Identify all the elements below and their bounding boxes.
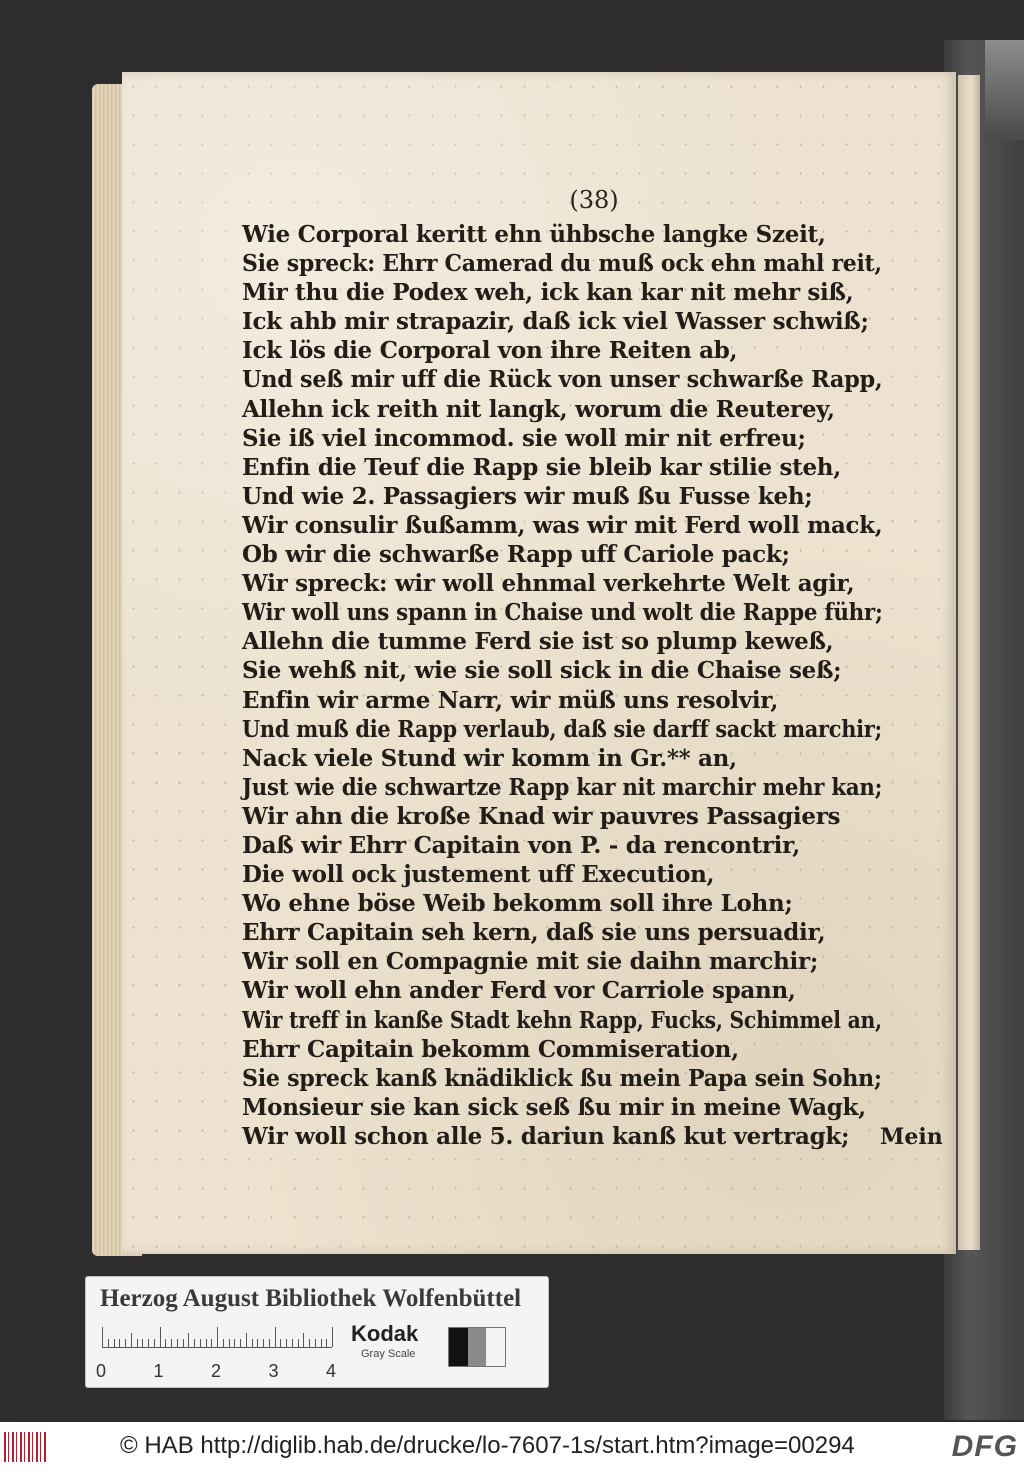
- ruler-number: 1: [153, 1361, 164, 1381]
- ruler-number: 2: [211, 1361, 222, 1381]
- verse-line: Enfin die Teuf die Rapp sie bleib kar stilie steh,: [242, 453, 841, 481]
- verse-line: Ehrr Capitain seh kern, daß sie uns persuadir,: [242, 919, 826, 947]
- library-name: Herzog August Bibliothek Wolfenbüttel: [100, 1285, 522, 1312]
- gray-scale-text: Gray Scale: [361, 1348, 416, 1360]
- ruler-tick: [252, 1339, 253, 1347]
- ruler-tick: [177, 1339, 178, 1347]
- copyright-link[interactable]: © HAB http://diglib.hab.de/drucke/lo-7607-1s/start.htm?image=00294: [120, 1432, 855, 1459]
- ruler-tick: [125, 1339, 126, 1347]
- ruler-tick: [206, 1339, 207, 1347]
- ruler-tick: [119, 1339, 120, 1347]
- scale-ruler: [102, 1327, 332, 1348]
- verse-line: Und muß die Rapp verlaub, daß sie darff sackt marchir;: [242, 715, 882, 743]
- gray-swatch: [449, 1328, 468, 1366]
- footer-bar: [0, 1422, 1024, 1472]
- verse-line: Sie wehß nit, wie sie soll sick in die Chaise seß;: [242, 657, 842, 685]
- ruler-tick: [269, 1339, 270, 1347]
- verse-line: Nack viele Stund wir komm in Gr.** an,: [242, 744, 737, 772]
- ruler-tick: [142, 1339, 143, 1347]
- dfg-logo: DFG: [951, 1430, 1018, 1463]
- verse-line: Sie iß viel incommod. sie woll mir nit erfreu;: [242, 424, 806, 452]
- ruler-tick: [280, 1339, 281, 1347]
- verse-line: Wir woll uns spann in Chaise und wolt die Rappe führ;: [242, 599, 883, 627]
- verse-line: Just wie die schwartze Rapp kar nit marchir mehr kan;: [242, 773, 883, 801]
- ruler-tick: [188, 1333, 189, 1347]
- verse-line: Wir soll en Compagnie mit sie daihn marchir;: [242, 948, 819, 976]
- verse-line: Monsieur sie kan sick seß ßu mir in meine Wagk,: [242, 1093, 866, 1121]
- verse-line: Wir spreck: wir woll ehnmal verkehrte Welt agir,: [242, 570, 855, 598]
- ruler-tick: [326, 1339, 327, 1347]
- ruler-tick: [200, 1339, 201, 1347]
- ruler-tick: [137, 1339, 138, 1347]
- verse-text: [242, 220, 883, 1151]
- verse-line: Allehn die tumme Ferd sie ist so plump keweß,: [242, 628, 834, 656]
- verse-line: Die woll ock justement uff Execution,: [242, 861, 715, 889]
- verse-line: Ehrr Capitain bekomm Commiseration,: [242, 1035, 739, 1063]
- ruler-tick: [114, 1339, 115, 1347]
- ruler-tick: [315, 1339, 316, 1347]
- gray-swatch: [468, 1328, 487, 1366]
- ruler-numbers: [96, 1361, 346, 1383]
- ruler-tick: [102, 1327, 103, 1347]
- page-number: (38): [569, 186, 619, 214]
- verse-line: Mir thu die Podex weh, ick kan kar nit mehr siß,: [242, 279, 854, 307]
- ruler-tick: [240, 1339, 241, 1347]
- catchword: Mein: [880, 1124, 943, 1150]
- ruler-tick: [165, 1339, 166, 1347]
- verse-line: Sie spreck kanß knädiklick ßu mein Papa sein Sohn;: [242, 1064, 882, 1092]
- verse-line: Ob wir die schwarße Rapp uff Cariole pack;: [242, 541, 790, 569]
- verse-line: Daß wir Ehrr Capitain von P. - da rencontrir,: [242, 831, 800, 859]
- book-page: [122, 72, 956, 1254]
- ruler-tick: [223, 1339, 224, 1347]
- next-page-edge: [958, 75, 980, 1250]
- verse-line: Und wie 2. Passagiers wir muß ßu Fusse keh;: [242, 482, 813, 510]
- ruler-tick: [257, 1339, 258, 1347]
- verse-line: Wir woll schon alle 5. dariun kanß kut vertragk;: [242, 1122, 850, 1150]
- ruler-tick: [321, 1339, 322, 1347]
- verse-line: Wir woll ehn ander Ferd vor Carriole spann,: [242, 977, 796, 1005]
- kodak-logo: Kodak: [351, 1321, 419, 1346]
- ruler-number: 3: [268, 1361, 279, 1381]
- ruler-tick: [171, 1339, 172, 1347]
- verse-line: Wo ehne böse Weib bekomm soll ihre Lohn;: [242, 890, 793, 918]
- ruler-tick: [286, 1339, 287, 1347]
- ruler-tick: [303, 1333, 304, 1347]
- ruler-tick: [131, 1333, 132, 1347]
- hab-logo-icon: [4, 1432, 48, 1462]
- ruler-tick: [332, 1327, 333, 1347]
- book-board: [944, 40, 1024, 1420]
- gray-swatch: [486, 1328, 505, 1366]
- verse-line: Enfin wir arme Narr, wir müß uns resolvir,: [242, 686, 779, 714]
- ruler-tick: [217, 1327, 218, 1347]
- gray-swatches: [448, 1327, 506, 1367]
- ruler-tick: [154, 1339, 155, 1347]
- ruler-tick: [108, 1339, 109, 1347]
- ruler-tick: [275, 1327, 276, 1347]
- verse-line: Ick ahb mir strapazir, daß ick viel Wasser schwiß;: [242, 308, 869, 336]
- verse-line: Wie Corporal keritt ehn ühbsche langke Szeit,: [242, 221, 826, 248]
- verse-line: Wir ahn die kroße Knad wir pauvres Passagiers: [242, 802, 841, 830]
- ruler-tick: [194, 1339, 195, 1347]
- ruler-tick: [292, 1339, 293, 1347]
- verse-line: Und seß mir uff die Rück von unser schwarße Rapp,: [242, 366, 883, 394]
- ruler-tick: [160, 1327, 161, 1347]
- verse-line: Wir treff in kanße Stadt kehn Rapp, Fucks, Schimmel an,: [242, 1006, 882, 1034]
- ruler-tick: [298, 1339, 299, 1347]
- board-corner: [985, 40, 1024, 140]
- ruler-tick: [246, 1333, 247, 1347]
- verse-line: Wir consulir ßußamm, was wir mit Ferd woll mack,: [242, 511, 883, 539]
- ruler-tick: [183, 1339, 184, 1347]
- ruler-tick: [234, 1339, 235, 1347]
- verse-line: Ick lös die Corporal von ihre Reiten ab,: [242, 337, 738, 365]
- ruler-tick: [211, 1339, 212, 1347]
- ruler-tick: [148, 1339, 149, 1347]
- ruler-number: 4: [326, 1361, 337, 1381]
- verse-line: Allehn ick reith nit langk, worum die Reuterey,: [242, 395, 835, 423]
- ruler-number: 0: [96, 1361, 107, 1381]
- verse-line: Sie spreck: Ehrr Camerad du muß ock ehn mahl reit,: [242, 250, 882, 278]
- ruler-tick: [309, 1339, 310, 1347]
- library-color-label: [86, 1277, 548, 1387]
- ruler-tick: [229, 1339, 230, 1347]
- ruler-tick: [263, 1339, 264, 1347]
